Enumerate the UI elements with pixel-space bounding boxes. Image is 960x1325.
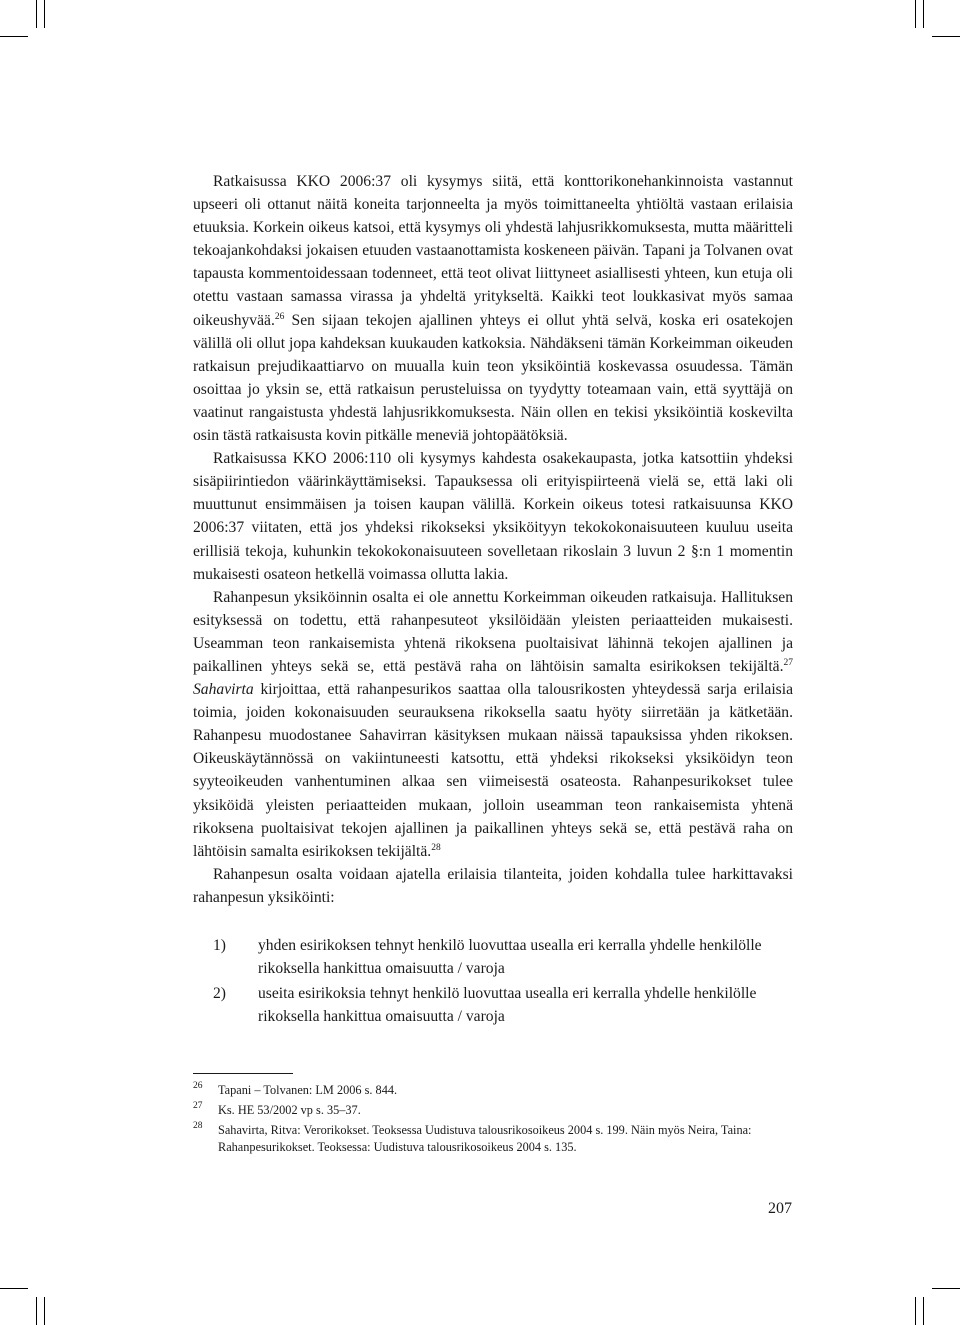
list-text: yhden esirikoksen tehnyt henkilö luovuttaa usealla eri kerralla yhdelle henkilölle rikoksella hankittua omaisuutta / varoja: [258, 937, 762, 978]
paragraph: Ratkaisussa KKO 2006:110 oli kysymys kahdesta osakekaupasta, jotka katsottiin yhdeksi sisäpiirintiedon väärinkäyttämiseksi. Tapauksessa oli erityispiirteenä vielä se, että laki oli muuttunut ensimmäisen ja toisen kaupan välillä. Korkein oikeus totesi ratkaisuunsa KKO 2006:37 viitaten, että jos yhdeksi rikokseksi yksiköityyn tekokokonaisuuteen kuuluu useita erillisiä tekoja, kuhunkin tekokokonaisuuteen sovelletaan rikoslain 3 luvun 2 §:n 1 momentin mukaisesti osateon hetkellä voimassa ollutta lakia.: [193, 450, 793, 583]
author-name: Sahavirta: [193, 681, 254, 699]
crop-mark: [915, 1297, 916, 1325]
crop-mark: [36, 0, 37, 28]
footnote-ref: 27: [783, 657, 793, 668]
paragraph: [193, 586, 793, 863]
page-number: 207: [768, 1200, 792, 1217]
crop-mark: [0, 1288, 28, 1289]
numbered-list: [193, 934, 793, 1028]
paragraph-text: Rahanpesun yksiköinnin osalta ei ole annettu Korkeimman oikeuden ratkaisuja. Hallituksen esityksessä on todettu, että rahanpesuteot yksilöidään yleisten periaatteiden mukaisesti. Useamman teon rankaisemista yhtenä rikoksena puoltaisivat lähinnä tekojen ajallinen ja paikallinen yhteys sekä se, että pestävä raha on lähtöisin samalta esirikoksen tekijältä.: [193, 588, 793, 675]
footnote-number: 26: [193, 1081, 203, 1091]
crop-mark: [44, 0, 45, 28]
crop-mark: [923, 1297, 924, 1325]
footnotes: [193, 1082, 793, 1159]
paragraph-text: kirjoittaa, että rahanpesurikos saattaa olla talousrikosten yhteydessä sarja erilaisia toimia, joiden kokonaisuuden seurauksena rikoksella saatu hyöty siirretään ja kätketään. Rahanpesu muodostanee Sahavirran käsityksen mukaan näissä tapauksissa yhden rikoksen. Oikeuskäytännössä on vakiintuneesti katsottu, että yhdeksi rikokseksi yksiköidyn teon syyteoikeuden vanhentuminen alkaa sen viimeisestä osateosta. Rahanpesurikokset tulee yksiköidä yleisten periaatteiden mukaan, jolloin useamman teon rankaisemista yhtenä rikoksena puoltaisivat tekojen ajallinen ja paikallinen yhteys sekä se, että pestävä raha on lähtöisin samalta esirikoksen tekijältä.: [193, 681, 793, 860]
list-item: [213, 934, 793, 980]
footnote-text: Tapani – Tolvanen: LM 2006 s. 844.: [218, 1083, 398, 1097]
footnote-number: 28: [193, 1121, 203, 1131]
crop-mark: [915, 0, 916, 28]
list-number: 1): [213, 937, 226, 954]
footnote-ref: 26: [274, 311, 285, 322]
footnote: [193, 1122, 793, 1156]
crop-mark: [0, 36, 28, 37]
footnote-number: 27: [193, 1101, 203, 1111]
crop-mark: [932, 1288, 960, 1289]
body-text: [193, 170, 793, 1028]
footnote-text: Ks. HE 53/2002 vp s. 35–37.: [218, 1103, 361, 1117]
paragraph-text: Sen sijaan tekojen ajallinen yhteys ei ollut yhtä selvä, koska eri osatekojen välillä oli ollut jopa kahdeksan kuukauden katkoksia. Nähdäkseni tämän Korkeimman oikeuden ratkaisun prejudikaattiarvo on muualla kuin teon yksiköintiä koskevassa osuudessa. Tämän osoittaa jo yksin se, että ratkaisun perusteluissa on tyydytty toteamaan vain, että syyttäjä on vaatinut rangaistusta yhdestä lahjusrikkomuksesta. Näin ollen en tekisi yksiköintiä koskevilta osin tästä ratkaisusta kovin pitkälle meneviä johtopäätöksiä.: [193, 311, 793, 445]
list-number: 2): [213, 985, 226, 1003]
footnote-text: Sahavirta, Ritva: Verorikokset. Teoksessa Uudistuva talousrikosoikeus 2004 s. 199. Näin myös Neira, Taina: Rahanpesurikokset. Teoksessa: Uudistuva talousrikosoikeus 2004 s. 135.: [218, 1123, 752, 1154]
paragraph: [193, 170, 793, 447]
crop-mark: [932, 36, 960, 37]
footnote-ref: 28: [431, 842, 441, 853]
list-item: [213, 982, 793, 1028]
paragraph-text: Ratkaisussa KKO 2006:37 oli kysymys siitä, että konttorikonehankinnoista vastannut upseeri oli ottanut näitä koneita tarjonneelta ja myös toimittaneelta yhtiöltä vastaan erilaisia etuuksia. Korkein oikeus katsoi, että kysymys oli yhdestä lahjusrikkomuksesta, mutta määritteli tekoajankohdaksi jokaisen etuuden vastaanottamista koskeneen päivän. Tapani ja Tolvanen ovat tapausta kommentoidessaan todenneet, että teot olivat liittyneet asiallisesti yhteen, kun etuja oli otettu vastaan samassa virassa ja yhdeltä yritykseltä. Kaikki teot loukkasivat myös samaa oikeushyvää.: [193, 173, 793, 329]
footnote-divider: [193, 1073, 293, 1074]
crop-mark: [36, 1297, 37, 1325]
footnote: [193, 1082, 793, 1099]
crop-mark: [923, 0, 924, 28]
footnote: [193, 1102, 793, 1119]
list-text: useita esirikoksia tehnyt henkilö luovuttaa usealla eri kerralla yhdelle henkilölle rikoksella hankittua omaisuutta / varoja: [258, 985, 757, 1026]
paragraph: Rahanpesun osalta voidaan ajatella erilaisia tilanteita, joiden kohdalla tulee harkittavaksi rahanpesun yksiköinti:: [193, 865, 793, 906]
crop-mark: [44, 1297, 45, 1325]
